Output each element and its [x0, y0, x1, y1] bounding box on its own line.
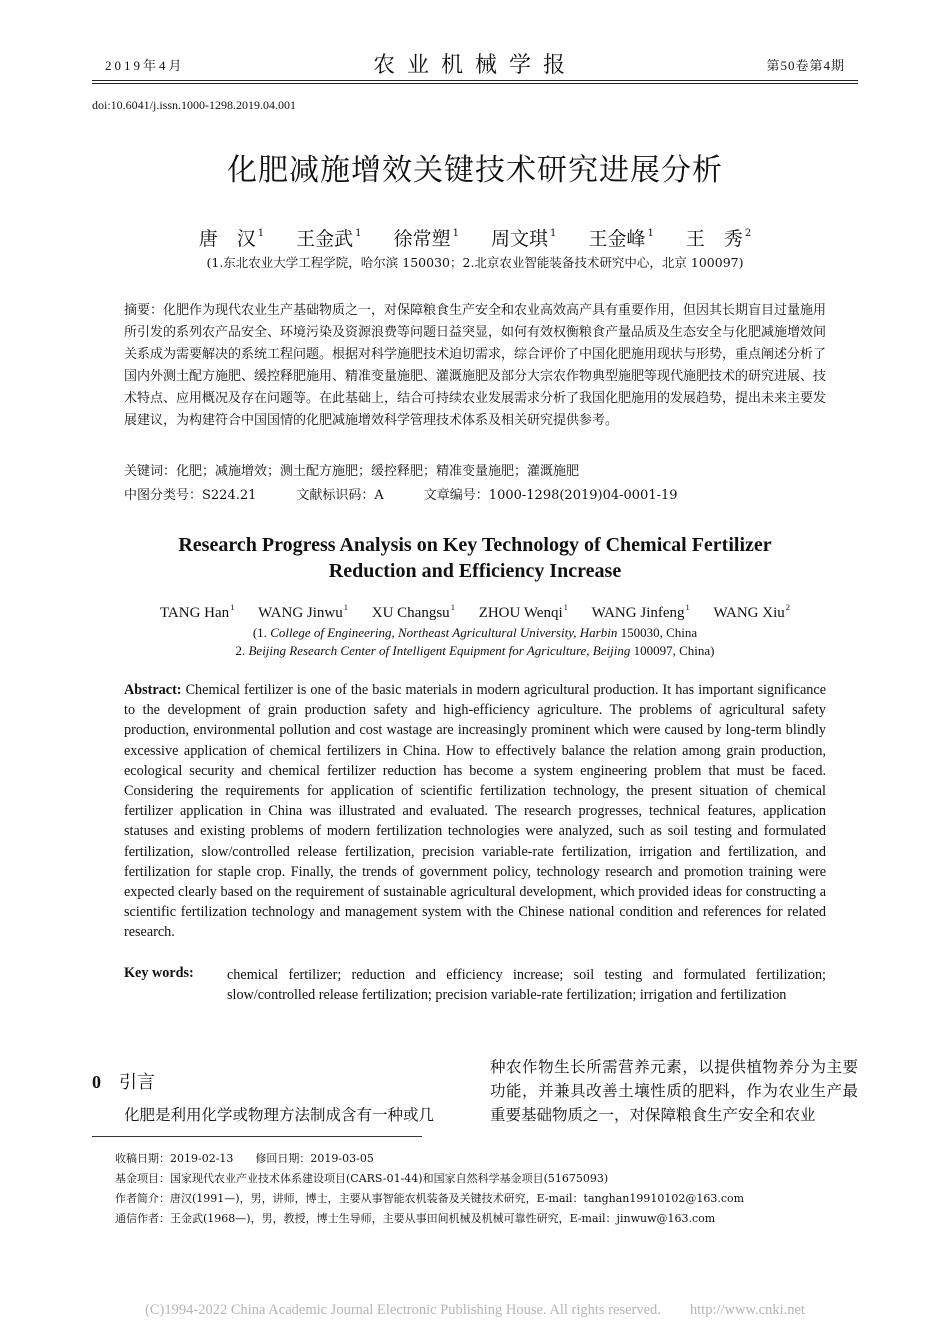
author	[591, 602, 690, 621]
author	[686, 228, 751, 250]
affil-institution: College of Engineering, Northeast Agricultural University, Harbin	[270, 625, 618, 640]
author-affil-mark: 1	[685, 602, 690, 612]
abstract-text: Chemical fertilizer is one of the basic materials in modern agricultural production. It has important significance to the development of grain production safety and high-efficiency agriculture. The problems of agricultural safety production, environmental pollution and cost wastage are increasingly prominent which were caused by long-term blindly excessive application of chemical fertilizers in China. How to effectively balance the relation among grain production, ecological security and chemical fertilizer reduction has become a system engineering problem that must be faced. Considering the requirements for application of scientific fertilization technology, the present situation of chemical fertilizer application in China was illustrated and evaluated. The research progresses, technical features, application statuses and existing problems of modern fertilization technologies were analyzed, such as soil testing and formulated fertilization, slow/controlled release fertilization, precision variable-rate fertilization, irrigation and fertilization, and fertilization for staple crop. Finally, the trends of government policy, technology research and promotion training were expected clearly based on the requirement of sustainable agricultural development, which provided ideas for constructing a scientific fertilization technology and management system with the Chinese national condition and references for related research.	[124, 682, 826, 941]
header-date: 2019年4月	[105, 58, 185, 73]
chinese-affiliation: (1.东北农业大学工程学院，哈尔滨 150030；2.北京农业智能装备技术研究中心，北京 100097)	[206, 255, 744, 270]
author	[371, 602, 455, 621]
doi[interactable]: doi:10.6041/j.issn.1000-1298.2019.04.001	[92, 98, 297, 112]
chinese-authors	[0, 224, 950, 251]
header-rule-thin	[92, 83, 858, 84]
chinese-title: 化肥减施增效关键技术研究进展分析	[227, 153, 723, 188]
affil-prefix: (1.	[252, 625, 271, 640]
author	[199, 228, 264, 250]
document-code: 文献标识码：A	[296, 488, 384, 503]
author-affil-mark: 2	[785, 602, 791, 612]
author-name: ZHOU Wenqi	[478, 605, 563, 621]
author-affil-mark: 1	[355, 228, 362, 239]
english-affiliation-1	[0, 625, 950, 641]
footnote-rule	[92, 1136, 422, 1137]
author	[258, 602, 349, 621]
author-affil-mark: 1	[550, 228, 557, 239]
author-name: 徐常塑	[393, 228, 451, 250]
clc-number: 中图分类号：S224.21	[124, 488, 257, 503]
chinese-abstract: 摘要：化肥作为现代农业生产基础物质之一，对保障粮食生产安全和农业高效高产具有重要作用，但因其长期盲目过量施用所引发的系列农产品安全、环境污染及资源浪费等问题日益突显，如何有效权衡粮食产量品质及生态安全与化肥减施增效间关系成为需要解决的系统工程问题。根据对科学施肥技术迫切需求，综合评价了中国化肥施用现状与形势，重点阐述分析了国内外测土配方施肥、缓控释肥施用、精准变量施肥、灌溉施肥及部分大宗农作物典型施肥等现代施肥技术的研究进展、技术特点、应用概况及存在问题等。在此基础上，结合可持续农业发展需求分析了我国化肥施用的发展趋势，提出未来主要发展建议，为构建符合中国国情的化肥减施增效科学管理技术体系及相关研究提供参考。	[124, 303, 827, 428]
english-title	[0, 532, 950, 584]
english-keywords: chemical fertilizer; reduction and efficiency increase; soil testing and formulated fertilization; slow/controlled release fertilization; precision variable-rate fertilization; irrigation and fertilization	[227, 967, 826, 1004]
english-title-line-1: Research Progress Analysis on Key Technology of Chemical Fertilizer	[178, 534, 772, 556]
header-rule-thick	[92, 80, 858, 81]
author-affil-mark: 1	[230, 602, 235, 612]
author-name: 王金峰	[588, 228, 646, 250]
footnote-corresponding-author: 通信作者：王金武(1968—)，男，教授，博士生导师，主要从事田间机械及机械可靠性研究，E-mail：jinwuw@163.com	[115, 1212, 716, 1225]
author-name: WANG Xiu	[713, 605, 785, 621]
author-name: TANG Han	[159, 605, 230, 621]
chinese-keywords: 关键词：化肥；减施增效；测土配方施肥；缓控释肥；精准变量施肥；灌溉施肥	[124, 464, 580, 479]
footnote-author-bio: 作者简介：唐汉(1991—)，男，讲师，博士，主要从事智能农机装备及关键技术研究，E-mail：tanghan19910102@163.com	[115, 1192, 745, 1205]
section-number: 0	[92, 1072, 101, 1092]
footnote-funding: 基金项目：国家现代农业产业技术体系建设项目(CARS-01-44)和国家自然科学基金项目(51675093)	[115, 1172, 609, 1185]
affil-institution: Beijing Research Center of Intelligent Equipment for Agriculture, Beijing	[248, 643, 631, 658]
author-name: 王金武	[296, 228, 354, 250]
author	[478, 602, 568, 621]
affil-postcode: 150030, China	[617, 625, 698, 640]
author-affil-mark: 1	[450, 602, 455, 612]
footnote-dates: 收稿日期：2019-02-13 修回日期：2019-03-05	[115, 1152, 374, 1165]
author-affil-mark: 1	[452, 228, 459, 239]
affil-postcode: 100097, China)	[630, 643, 715, 658]
article-number: 文章编号：1000-1298(2019)04-0001-19	[423, 488, 678, 503]
author	[394, 228, 459, 250]
author	[159, 602, 235, 621]
author-affil-mark: 1	[343, 602, 349, 612]
author-name: WANG Jinfeng	[591, 605, 685, 621]
author	[491, 228, 556, 250]
author-name: XU Changsu	[371, 605, 450, 621]
intro-paragraph-left: 化肥是利用化学或物理方法制成含有一种或几	[124, 1106, 435, 1124]
author	[588, 228, 653, 250]
author	[296, 228, 361, 250]
author-affil-mark: 2	[744, 228, 752, 239]
author-affil-mark: 1	[647, 228, 654, 239]
author	[713, 602, 791, 621]
author-name: WANG Jinwu	[258, 605, 343, 621]
author-name: 唐 汉	[198, 228, 256, 250]
header-volume: 第50卷第4期	[766, 58, 845, 73]
author-name: 周文琪	[491, 228, 549, 250]
journal-name: 农业机械学报	[372, 53, 577, 78]
classification-row	[124, 484, 678, 503]
english-keywords-label: Key words:	[124, 965, 194, 981]
affil-prefix: 2.	[235, 643, 249, 658]
copyright-watermark: (C)1994-2022 China Academic Journal Electronic Publishing House. All rights reserved. http://www.cnki.net	[145, 1302, 805, 1318]
english-abstract	[124, 680, 826, 943]
section-title: 引言	[119, 1072, 155, 1093]
author-name: 王 秀	[685, 228, 743, 250]
english-authors	[0, 602, 950, 622]
author-affil-mark: 1	[563, 602, 568, 612]
english-title-line-2: Reduction and Efficiency Increase	[328, 560, 622, 582]
intro-paragraph-right: 种农作物生长所需营养元素，以提供植物养分为主要功能，并兼具改善土壤性质的肥料，作为农业生产最重要基础物质之一，对保障粮食生产安全和农业	[490, 1058, 858, 1124]
author-affil-mark: 1	[257, 228, 265, 239]
english-affiliation-2	[0, 643, 950, 659]
abstract-label: Abstract:	[124, 682, 182, 698]
section-heading	[92, 1068, 155, 1094]
